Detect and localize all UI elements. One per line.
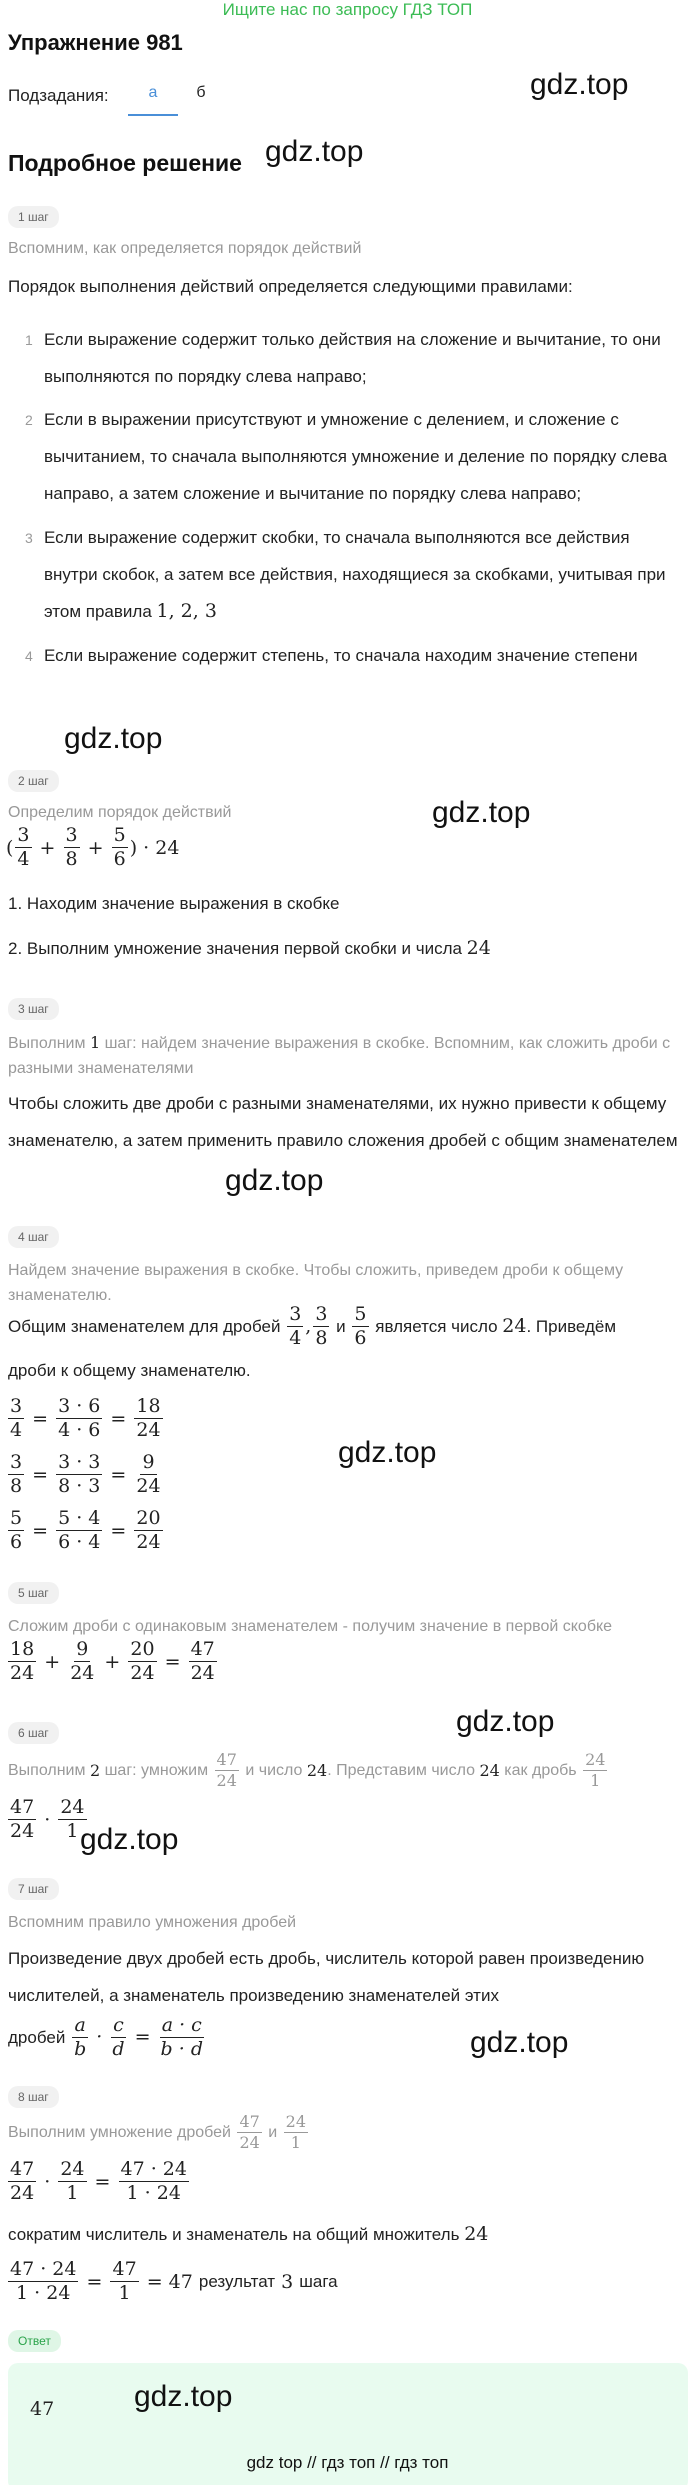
watermark: gdz.top <box>265 135 364 168</box>
step-hint: Вспомним правило умножения дробей <box>8 1914 297 1931</box>
tab-a[interactable]: а <box>128 80 178 116</box>
step-text: 1. Находим значение выражения в скобке <box>8 894 340 913</box>
list-item: Если выражение содержит степень, то сначала находим значение степени <box>44 646 638 665</box>
step-badge: 4 шаг <box>8 1226 59 1248</box>
answer-value: 47 <box>30 2398 55 2420</box>
step-badge: 7 шаг <box>8 1878 59 1900</box>
step-badge: 6 шаг <box>8 1722 59 1744</box>
answer-badge: Ответ <box>8 2330 61 2352</box>
step-text: дробей $\frac{a}{b}$ · $\frac{c}{d}$ = $\frac{a \cdot c}{b \cdot d}$ <box>8 2014 203 2060</box>
list-number: 2 <box>25 412 33 428</box>
equation: $\frac{47 \cdot 24}{1 \cdot 24}$ = $\frac{47}{1}$ = 47 результат 3 шага <box>10 2258 338 2304</box>
step-hint: Выполним умножение дробей $\frac{47}{24}$ и $\frac{24}{1}$ <box>8 2112 306 2152</box>
equation: $\frac{3}{8}$ = $\frac{3 \cdot 3}{8 \cdot 3}$ = $\frac{9}{24}$ <box>10 1451 161 1497</box>
watermark: gdz.top <box>338 1436 437 1469</box>
equation: $\frac{5}{6}$ = $\frac{5 \cdot 4}{6 \cdot 4}$ = $\frac{20}{24}$ <box>10 1507 161 1553</box>
step-badge: 3 шаг <box>8 998 59 1020</box>
watermark: gdz.top <box>456 1705 555 1738</box>
expression: $\frac{47}{24}$ · $\frac{24}{1}$ <box>10 1796 85 1842</box>
list-number: 1 <box>25 332 33 348</box>
watermark: gdz.top <box>530 68 629 101</box>
subtasks-label: Подзадания: <box>8 86 109 105</box>
search-banner: Ищите нас по запросу ГДЗ ТОП <box>222 0 473 19</box>
equation: $\frac{18}{24}$ + $\frac{9}{24}$ + $\frac{20}{24}$ = $\frac{47}{24}$ <box>10 1638 215 1684</box>
watermark: gdz.top <box>470 2026 569 2059</box>
list-item: Если в выражении присутствуют и умножение с делением, и сложение с вычитанием, то сначала выполняются умножение и деление по порядку слева направо, а затем сложение и вычитание по порядку слева направо; <box>44 410 668 503</box>
list-item: Если выражение содержит только действия на сложение и вычитание, то они выполняются по порядку слева направо; <box>44 330 661 386</box>
list-number: 4 <box>25 648 33 664</box>
watermark: gdz.top <box>134 2380 233 2413</box>
list-number: 3 <box>25 530 33 546</box>
list-item: Если выражение содержит скобки, то сначала выполняются все действия внутри скобок, а затем все действия, находящиеся за скобками, учитывая при этом правила 1, 2, 3 <box>44 528 666 622</box>
step-hint: Определим порядок действий <box>8 804 232 821</box>
watermark: gdz.top <box>225 1164 324 1197</box>
step-badge: 8 шаг <box>8 2086 59 2108</box>
equation: $\frac{47}{24}$ · $\frac{24}{1}$ = $\frac{47 \cdot 24}{1 \cdot 24}$ <box>10 2158 187 2204</box>
step-text: Порядок выполнения действий определяется следующими правилами: <box>8 277 573 296</box>
watermark: gdz.top <box>80 1823 179 1856</box>
step-hint: Выполним 2 шаг: умножим $\frac{47}{24}$ и число 24 . Представим число 24 как дробь $\frac{24}{1}$ <box>8 1750 606 1790</box>
step-text: Чтобы сложить две дроби с разными знаменателями, их нужно привести к общему знаменателю, а затем применить правило сложения дробей с общим знаменателем <box>8 1094 678 1150</box>
footer-links[interactable]: gdz top // гдз топ // гдз топ <box>246 2453 449 2472</box>
tab-b[interactable]: б <box>196 84 206 101</box>
step-badge: 1 шаг <box>8 206 59 228</box>
step-text: 2. Выполним умножение значения первой скобки и числа 24 <box>8 937 491 959</box>
section-heading: Подробное решение <box>8 150 242 176</box>
equation: $\frac{3}{4}$ = $\frac{3 \cdot 6}{4 \cdot 6}$ = $\frac{18}{24}$ <box>10 1395 161 1441</box>
watermark: gdz.top <box>432 796 531 829</box>
step-hint: Сложим дроби с одинаковым знаменателем - получим значение в первой скобке <box>8 1618 613 1635</box>
step-hint: Найдем значение выражения в скобке. Чтобы сложить, приведем дроби к общему знаменателю. <box>8 1262 624 1304</box>
watermark: gdz.top <box>64 722 163 755</box>
step-badge: 5 шаг <box>8 1582 59 1604</box>
step-badge: 2 шаг <box>8 770 59 792</box>
page-title: Упражнение 981 <box>8 30 183 55</box>
step-text: Произведение двух дробей есть дробь, числитель которой равен произведению числителей, а знаменатель произведению знаменателей этих <box>8 1949 645 2005</box>
step-hint: Вспомним, как определяется порядок действий <box>8 240 362 257</box>
step-text: Общим знаменателем для дробей $\frac{3}{4}$ , $\frac{3}{8}$ и $\frac{5}{6}$ является число 24 . Приведём <box>8 1303 617 1349</box>
step-hint: Выполним 1 шаг: найдем значение выражения в скобке. Вспомним, как сложить дроби с разными знаменателями <box>8 1033 671 1077</box>
step-text: сократим числитель и знаменатель на общий множитель 24 <box>8 2223 489 2245</box>
expression: ( $\frac{3}{4}$ + $\frac{3}{8}$ + $\frac{5}{6}$ ) · 24 <box>6 824 180 870</box>
step-text: дроби к общему знаменателю. <box>8 1361 251 1380</box>
